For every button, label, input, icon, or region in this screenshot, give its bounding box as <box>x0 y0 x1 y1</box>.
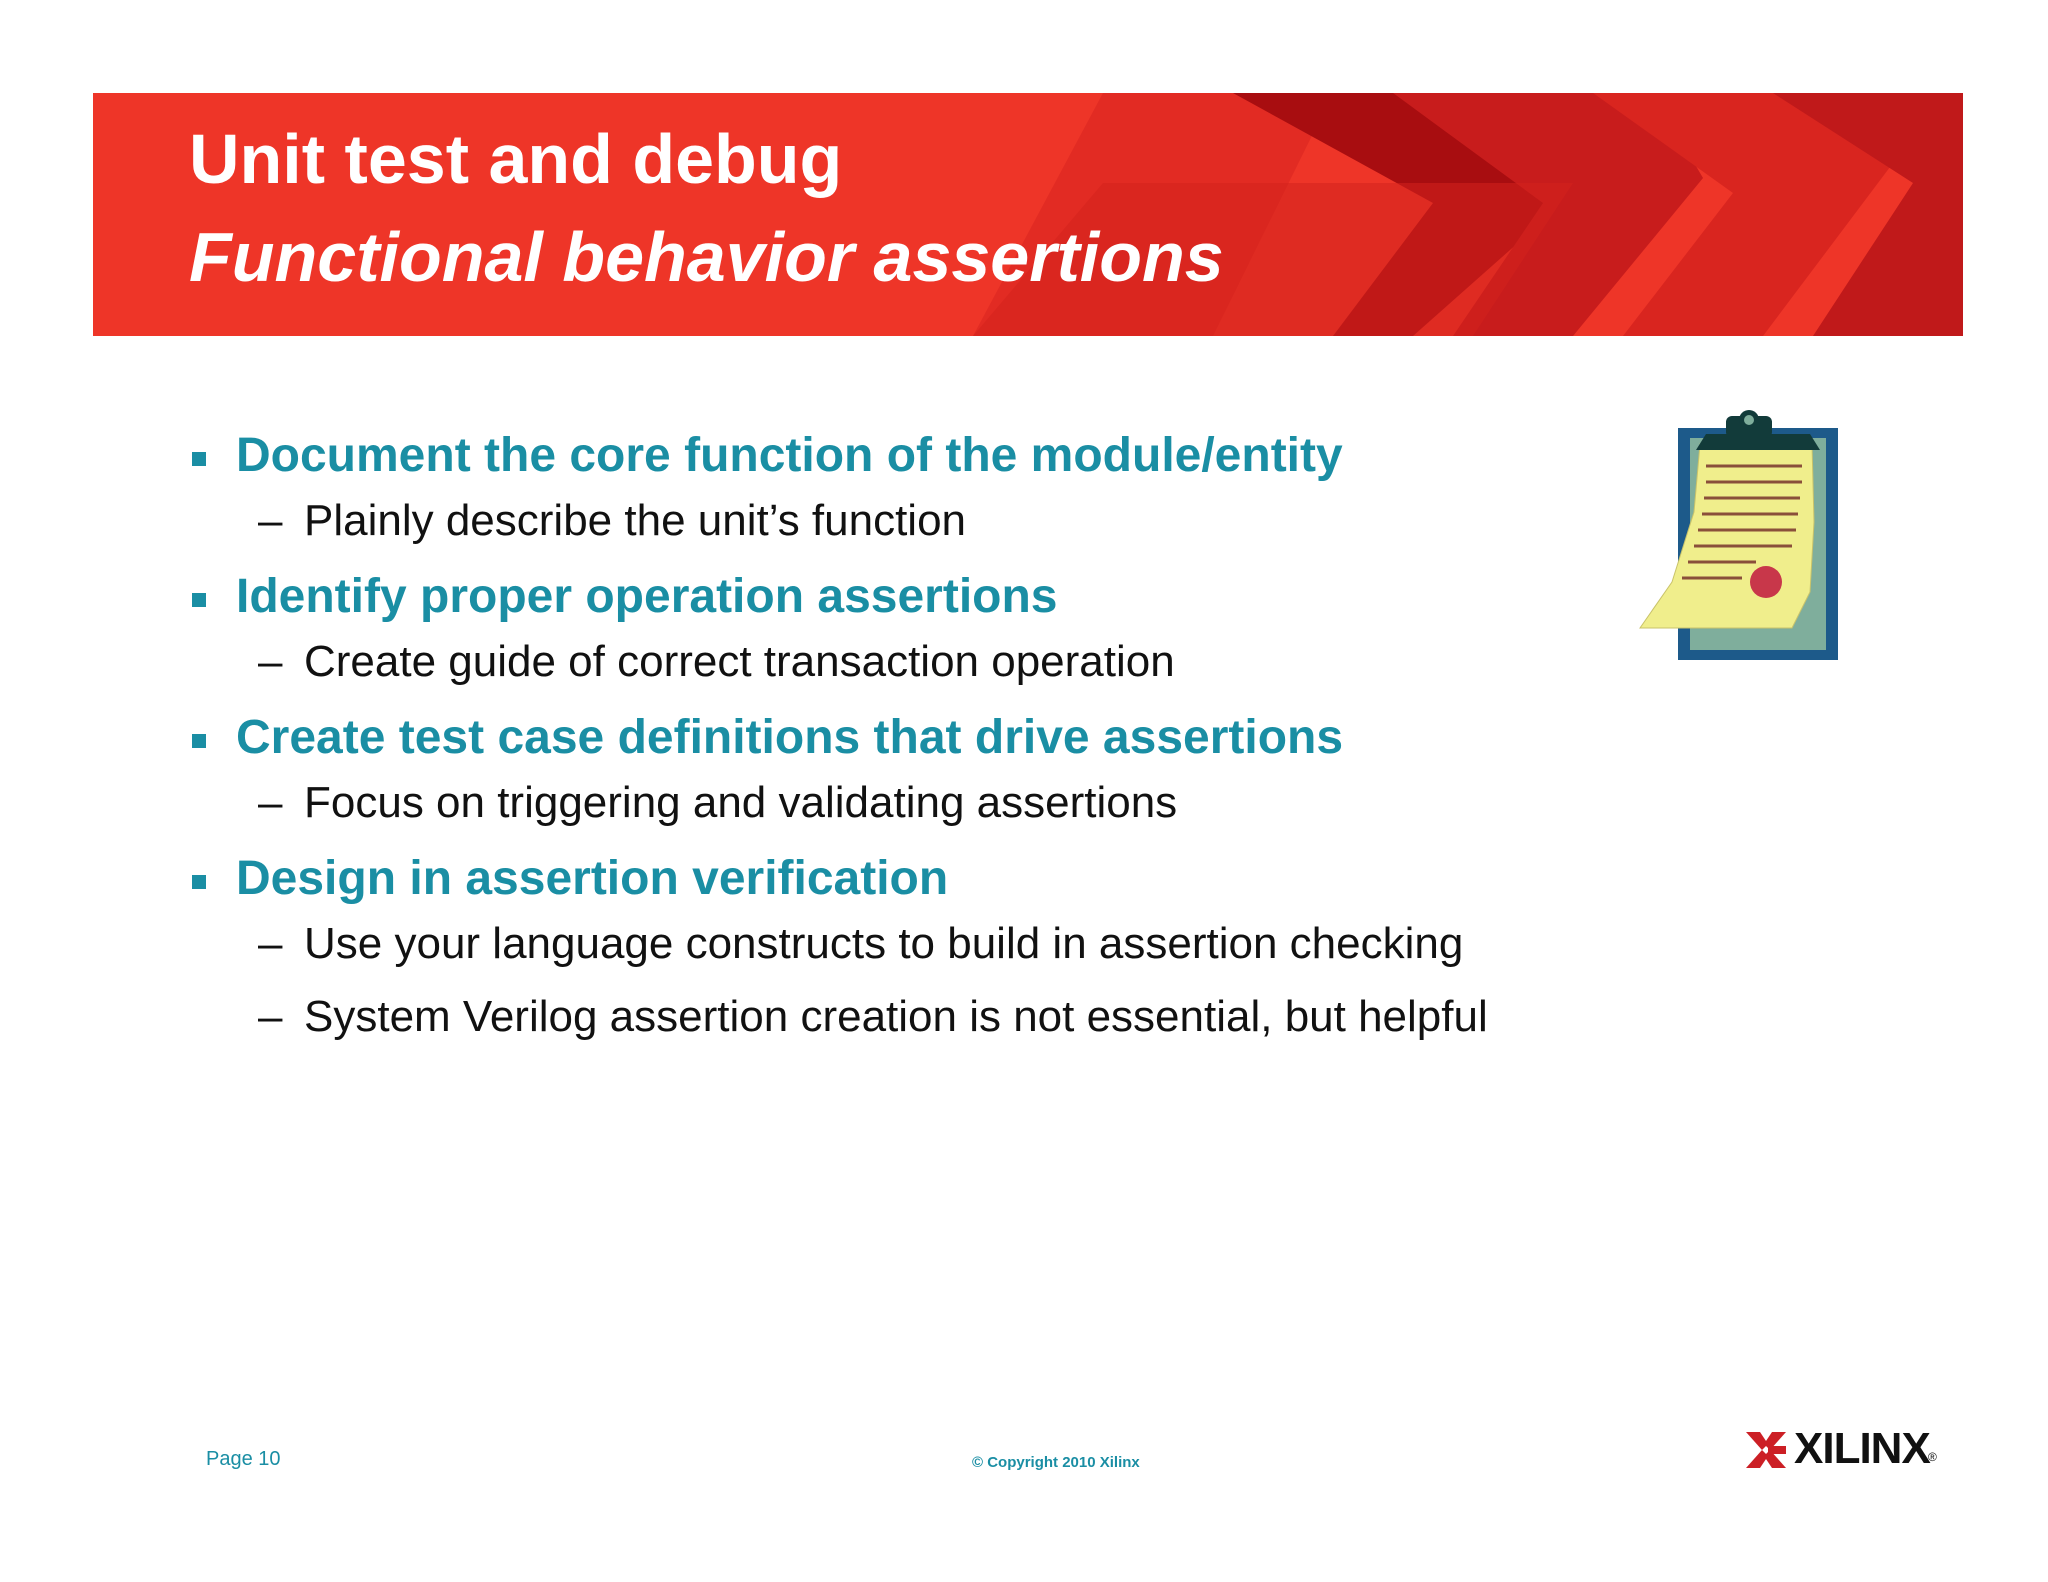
sub-bullet-item <box>186 496 1626 569</box>
sub-bullet-item <box>186 637 1626 710</box>
sub-bullet-text: System Verilog assertion creation is not essential, but helpful <box>304 992 1488 1041</box>
bullet-text: Document the core function of the module/entity <box>236 429 1343 482</box>
sub-bullet-item <box>186 919 1626 992</box>
square-bullet-icon <box>192 593 206 607</box>
page-number: Page 10 <box>206 1448 281 1470</box>
page-subtitle: Functional behavior assertions <box>189 218 1224 296</box>
page-title: Unit test and debug <box>189 120 843 198</box>
sub-bullet-item <box>186 778 1626 851</box>
bullet-item <box>186 569 1626 637</box>
bullet-text: Identify proper operation assertions <box>236 570 1058 623</box>
bullet-list <box>186 428 1626 1058</box>
bullet-item <box>186 428 1626 496</box>
xilinx-logo-mark-icon <box>1746 1432 1786 1468</box>
logo-wordmark: XILINX <box>1794 1424 1930 1473</box>
bullet-text: Create test case definitions that drive assertions <box>236 711 1344 764</box>
registered-mark: ® <box>1928 1450 1937 1464</box>
sub-bullet-text: Plainly describe the unit’s function <box>304 496 967 545</box>
bullet-item <box>186 710 1626 778</box>
clipboard-icon <box>1632 402 1852 672</box>
dash-icon: – <box>258 919 283 968</box>
sub-bullet-text: Focus on triggering and validating assertions <box>304 778 1178 827</box>
square-bullet-icon <box>192 734 206 748</box>
header-banner <box>93 93 1963 336</box>
sub-bullet-text: Create guide of correct transaction operation <box>304 637 1175 686</box>
bullet-text: Design in assertion verification <box>236 852 949 905</box>
dash-icon: – <box>258 637 283 686</box>
square-bullet-icon <box>192 452 206 466</box>
dash-icon: – <box>258 496 283 545</box>
sub-bullet-text: Use your language constructs to build in assertion checking <box>304 919 1464 968</box>
sub-bullet-item <box>186 992 1626 1058</box>
square-bullet-icon <box>192 875 206 889</box>
dash-icon: – <box>258 778 283 827</box>
copyright-notice: © Copyright 2010 Xilinx <box>972 1454 1140 1471</box>
bullet-item <box>186 851 1626 919</box>
dash-icon: – <box>258 992 283 1041</box>
